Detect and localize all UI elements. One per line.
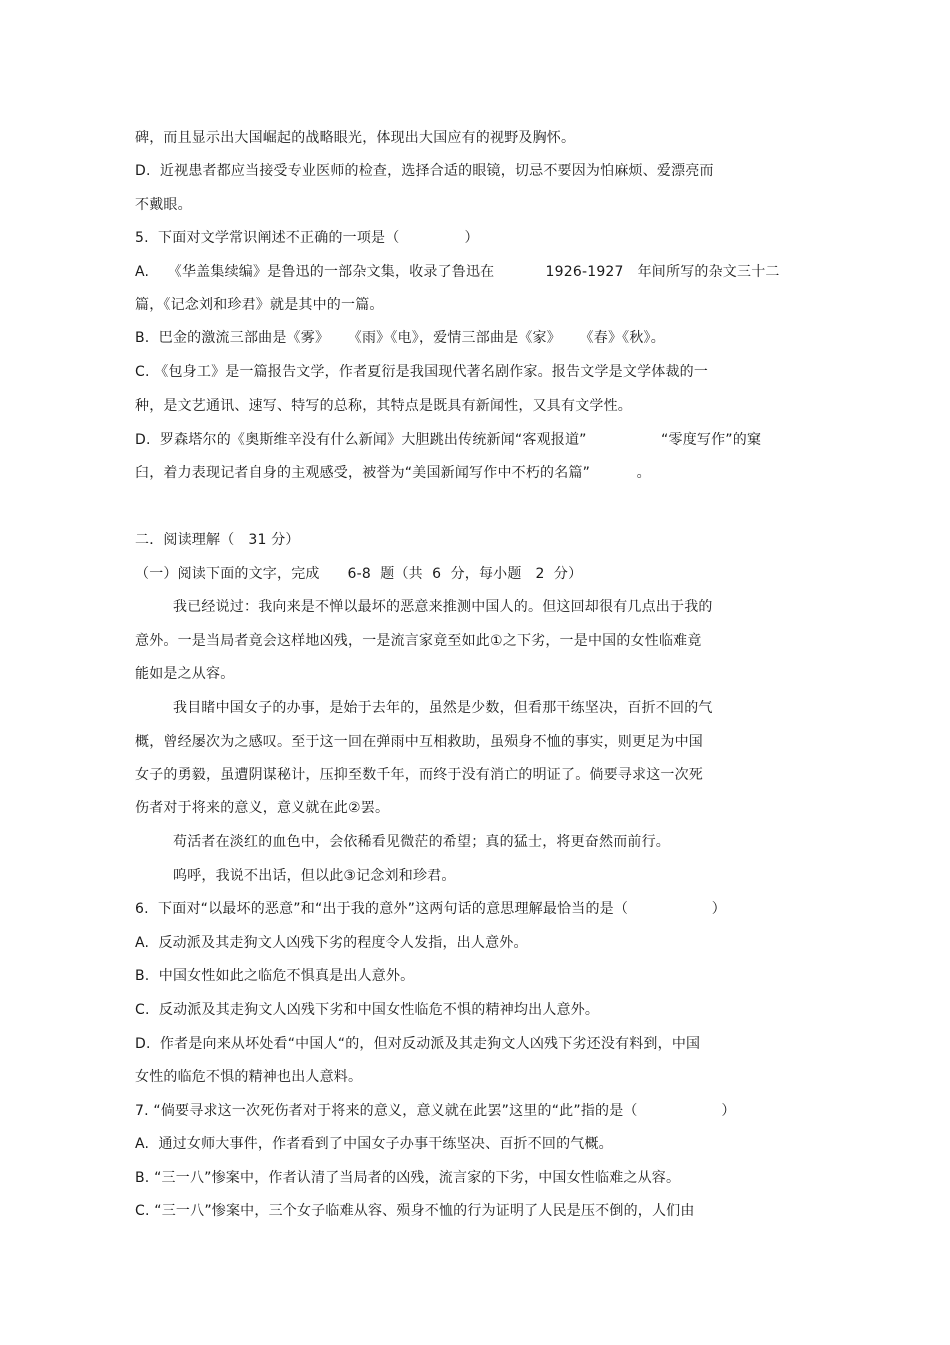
- option-a: A. 通过女师大事件，作者看到了中国女子办事干练坚决、百折不回的气概。: [135, 1136, 613, 1152]
- text-line: D. 近视患者都应当接受专业医师的检查，选择合适的眼镜，切忌不要因为怕麻烦、爱漂亮而: [135, 163, 714, 179]
- option-b: B. 中国女性如此之临危不惧真是出人意外。: [135, 968, 415, 984]
- passage-line: 概，曾经屡次为之感叹。至于这一回在弹雨中互相救助，虽殒身不恤的事实，则更足为中国: [135, 734, 703, 750]
- option-c: C. 《包身工》是一篇报告文学，作者夏衍是我国现代著名剧作家。报告文学是文学体裁的一: [135, 364, 709, 380]
- passage-line: 我已经说过：我向来是不惮以最坏的恶意来推测中国人的。但这回却很有几点出于我的: [173, 599, 713, 615]
- section-heading: 二．阅读理解（ 31 分）: [135, 532, 300, 548]
- passage-line: 我目睹中国女子的办事，是始于去年的，虽然是少数，但看那干练坚决，百折不回的气: [173, 700, 713, 716]
- option-b: B. 巴金的激流三部曲是《雾》 《雨》《电》，爱情三部曲是《家》 《春》《秋》。: [135, 330, 665, 346]
- passage-line: 能如是之从容。: [135, 666, 235, 682]
- question-7: 7. “倘要寻求这一次死伤者对于将来的意义，意义就在此罢”这里的“此”指的是（ ）: [135, 1103, 736, 1119]
- passage-line: 呜呼，我说不出话，但以此③记念刘和珍君。: [173, 868, 456, 884]
- question-5: 5. 下面对文学常识阐述不正确的一项是（ ）: [135, 230, 479, 246]
- option-a: A. 反动派及其走狗文人凶残下劣的程度令人发指，出人意外。: [135, 935, 528, 951]
- passage-line: 意外。一是当局者竟会这样地凶残，一是流言家竟至如此①之下劣，一是中国的女性临难竟: [135, 633, 702, 649]
- passage-line: 女子的勇毅，虽遭阴谋秘计，压抑至数千年，而终于没有消亡的明证了。倘要寻求这一次死: [135, 767, 703, 783]
- option-c: C. “三一八”惨案中，三个女子临难从容、殒身不恤的行为证明了人民是压不倒的，人们由: [135, 1203, 695, 1219]
- option-b: B. “三一八”惨案中，作者认清了当局者的凶残，流言家的下劣，中国女性临难之从容。: [135, 1170, 681, 1186]
- text-line: 不戴眼。: [135, 197, 192, 213]
- option-d: D. 作者是向来从坏处看“中国人“的，但对反动派及其走狗文人凶残下劣还没有料到，中国: [135, 1036, 701, 1052]
- text-line: 篇，《记念刘和珍君》就是其中的一篇。: [135, 297, 384, 313]
- passage-line: 伤者对于将来的意义，意义就在此②罢。: [135, 800, 390, 816]
- text-line: 种，是文艺通讯、速写、特写的总称，其特点是既具有新闻性，又具有文学性。: [135, 398, 632, 414]
- question-6: 6. 下面对“以最坏的恶意”和“出于我的意外”这两句话的意思理解最恰当的是（ ）: [135, 901, 726, 917]
- option-a: A. 《华盖集续编》是鲁迅的一部杂文集，收录了鲁迅在 1926-1927 年间所写的杂文三十二: [135, 264, 780, 280]
- text-line: 碑，而且显示出大国崛起的战略眼光，体现出大国应有的视野及胸怀。: [135, 130, 576, 146]
- option-d: D. 罗森塔尔的《奥斯维辛没有什么新闻》大胆跳出传统新闻“客观报道” “零度写作”的窠: [135, 432, 762, 448]
- subsection-heading: （一）阅读下面的文字，完成 6-8 题（共 6 分，每小题 2 分）: [135, 566, 583, 582]
- passage-line: 苟活者在淡红的血色中，会依稀看见微茫的希望；真的猛士，将更奋然而前行。: [173, 834, 670, 850]
- text-line: 臼，着力表现记者自身的主观感受，被誉为“美国新闻写作中不朽的名篇” 。: [135, 465, 651, 481]
- text-line: 女性的临危不惧的精神也出人意料。: [135, 1069, 363, 1085]
- option-c: C. 反动派及其走狗文人凶残下劣和中国女性临危不惧的精神均出人意外。: [135, 1002, 600, 1018]
